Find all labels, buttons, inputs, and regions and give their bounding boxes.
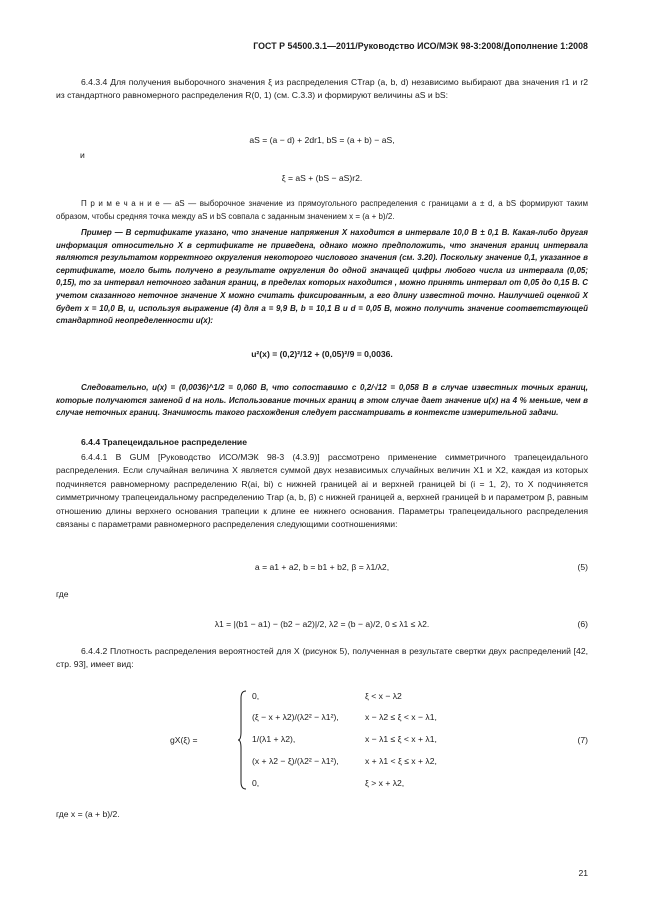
equation-6-number: (6) xyxy=(577,619,588,629)
eq7-row-3-cond: x − λ1 ≤ ξ < x + λ1, xyxy=(365,734,437,744)
section-heading-6-4-4: 6.4.4 Трапецеидальное распределение xyxy=(81,437,247,447)
eq7-row-2-cond: x − λ2 ≤ ξ < x − λ1, xyxy=(365,712,437,722)
equation-7-lhs: gX(ξ) = xyxy=(170,735,198,745)
eq7-row-5-cond: ξ > x + λ2, xyxy=(365,778,405,788)
paragraph-6-4-4-1: 6.4.4.1 В GUM [Руководство ИСО/МЭК 98-3 (4.3.9)] рассмотрено применение симметричного трапецеидального распределения. Если случайная величина X является суммой двух независимых случайных величин X1 и X2, каждая из которых подчиняется равномерному распределению R(ai, bi) с нижней границей ai и верхней границей bi (i = 1, 2), то X подчиняется симметричному трапецеидальному распределению Trap (a, b, β) с нижней границей a, верхней границей b и параметром β, равным отношению длины верхнего основания трапеции к длине ее нижнего основания. Параметры трапецеидального распределения связаны с параметрами равномерного распределения следующими соотношениями: xyxy=(56,452,588,530)
example: Пример — В сертификате указано, что значение напряжения X находится в интервале 10,0 В ± 0,1 В. Какая-либо другая информация относительно X в сертификате не приведена, однако можно предположить, что значения границ интервала являются результатом корректного округления некоторого числового значения (см. 3.20). Поскольку значение 0,1, указанное в сертификате, могло быть получено в результате округления до одной значащей цифры любого числа из интервала (0,05; 0,15), то за интервал неточного задания границ, в пределах которых находится , можно принять интервал от 0,05 до 0,15 В. С учетом сказанного неточное значение X можно считать фиксированным, а его длину известной точно. Наилучшей оценкой X будет x = 10,0 В, и, используя выражение (4) для a = 9,9 В, b = 10,1 В и d = 0,05 В, можно получить значение соответствующей стандартной неопределенности u(x): xyxy=(56,228,588,326)
page-number: 21 xyxy=(578,868,588,878)
eq7-row-1-expr: 0, xyxy=(252,691,260,701)
conclusion: Следовательно, u(x) = (0,0036)^1/2 = 0,060 В, что сопоставимо с 0,2/√12 = 0,058 В в случае известных точных границ, которые получаются заменой d на ноль. Использование точных границ в этом случае дает значение u(x) на 4 % меньше, чем в случае неточных границ. Значимость такого расхождения следует рассматривать в контексте измерительной задачи. xyxy=(56,383,588,418)
eq7-row-5-expr: 0, xyxy=(252,778,260,788)
eq7-row-2-expr: (ξ − x + λ2)/(λ2² − λ1²), xyxy=(252,712,339,722)
word-where: где xyxy=(56,589,69,599)
equation-5: a = a1 + a2, b = b1 + b2, β = λ1/λ2, xyxy=(254,562,390,572)
note: П р и м е ч а н и е — aS — выборочное значение из прямоугольного распределения с границами a ± d, а bS формируют таким образом, чтобы средняя точка между aS и bS совпала с заданным значением x = (a + b)/2. xyxy=(56,199,588,221)
equation-6: λ1 = |(b1 − a1) − (b2 − a2)|/2, λ2 = (b − a)/2, 0 ≤ λ1 ≤ λ2. xyxy=(214,619,430,629)
paragraph-6-4-4-2: 6.4.4.2 Плотность распределения вероятностей для X (рисунок 5), полученная в результате свертки двух распределений [42, стр. 93], имеет вид: xyxy=(56,646,588,670)
where-x-definition: где x = (a + b)/2. xyxy=(56,809,120,819)
paragraph-6-4-3-4: 6.4.3.4 Для получения выборочного значения ξ из распределения CTrap (a, b, d) независимо выбирают два значения r1 и r2 из стандартного равномерного распределения R(0, 1) (см. С.3.3) и формируют величины aS и bS: xyxy=(56,77,588,101)
page-header: ГОСТ Р 54500.3.1—2011/Руководство ИСО/МЭК 98-3:2008/Дополнение 1:2008 xyxy=(253,41,588,51)
eq7-row-4-cond: x + λ1 < ξ ≤ x + λ2, xyxy=(365,756,437,766)
equation-xi: ξ = aS + (bS − aS)r2. xyxy=(281,173,363,183)
eq7-row-4-expr: (x + λ2 − ξ)/(λ2² − λ1²), xyxy=(252,756,339,766)
eq7-row-1-cond: ξ < x − λ2 xyxy=(365,691,402,701)
equation-u2: u²(x) = (0,2)²/12 + (0,05)²/9 = 0,0036. xyxy=(251,349,393,359)
eq7-row-3-expr: 1/(λ1 + λ2), xyxy=(252,734,296,744)
equation-7-number: (7) xyxy=(577,735,588,745)
equation-5-number: (5) xyxy=(577,562,588,572)
word-and: и xyxy=(80,150,85,160)
equation-as-bs: aS = (a − d) + 2dr1, bS = (a + b) − aS, xyxy=(249,135,395,145)
left-brace-icon xyxy=(238,690,248,790)
